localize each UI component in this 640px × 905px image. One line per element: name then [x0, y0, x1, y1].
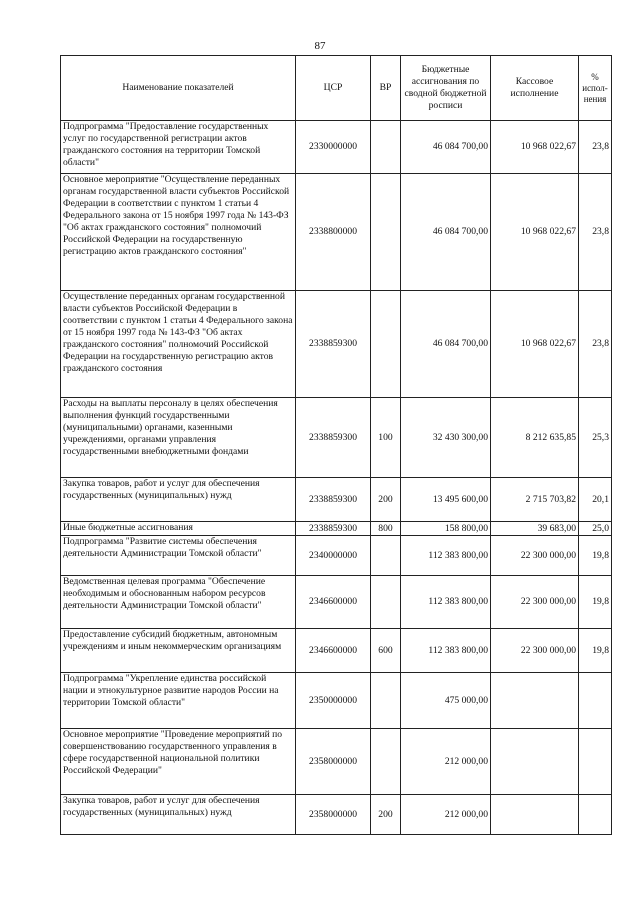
- table-row: [61, 174, 612, 291]
- row-percent: 25,0: [579, 522, 612, 536]
- header-cash: Кассовое исполнение: [491, 56, 579, 121]
- row-cash: 10 968 022,67: [491, 174, 579, 291]
- page-number: 87: [314, 40, 326, 52]
- row-name: Подпрограмма "Предоставление государственных услуг по государственной регистрации актов гражданского состояния на территории Томской области": [61, 121, 296, 174]
- row-vr: [371, 291, 401, 398]
- row-cash: [491, 729, 579, 795]
- row-cash: 10 968 022,67: [491, 121, 579, 174]
- row-budget: 46 084 700,00: [401, 174, 491, 291]
- row-csr: 2346600000: [296, 629, 371, 673]
- row-vr: [371, 673, 401, 729]
- row-budget: 13 495 600,00: [401, 478, 491, 522]
- row-cash: 22 300 000,00: [491, 536, 579, 576]
- row-cash: 22 300 000,00: [491, 629, 579, 673]
- row-cash: 10 968 022,67: [491, 291, 579, 398]
- row-csr: 2338859300: [296, 291, 371, 398]
- row-name: Основное мероприятие "Проведение мероприятий по совершенствованию государственного управления в сфере государственной национальной политики Российской Федерации": [61, 729, 296, 795]
- row-name: Иные бюджетные ассигнования: [61, 522, 296, 536]
- row-percent: 19,8: [579, 629, 612, 673]
- row-budget: 212 000,00: [401, 795, 491, 835]
- table-row: [61, 729, 612, 795]
- table-row: [61, 576, 612, 629]
- table-row: [61, 121, 612, 174]
- header-csr: ЦСР: [296, 56, 371, 121]
- table-row: [61, 795, 612, 835]
- row-budget: 212 000,00: [401, 729, 491, 795]
- row-vr: [371, 174, 401, 291]
- table-row: [61, 478, 612, 522]
- row-vr: 200: [371, 478, 401, 522]
- table-row: [61, 398, 612, 478]
- row-budget: 112 383 800,00: [401, 629, 491, 673]
- row-csr: 2350000000: [296, 673, 371, 729]
- row-cash: [491, 795, 579, 835]
- row-name: Осуществление переданных органам государственной власти субъектов Российской Федерации в соответствии с пунктом 1 статьи 4 Федерального закона от 15 ноября 1997 года № 143-ФЗ "Об актах гражданского состояния" полномочий Российской Федерации на государственную регистрацию актов гражданского состояния: [61, 291, 296, 398]
- row-csr: 2340000000: [296, 536, 371, 576]
- table-header-row: [61, 56, 612, 121]
- row-percent: 23,8: [579, 174, 612, 291]
- header-percent: % испол- нения: [579, 56, 612, 121]
- row-percent: 19,8: [579, 536, 612, 576]
- row-vr: 200: [371, 795, 401, 835]
- row-csr: 2330000000: [296, 121, 371, 174]
- row-percent: 20,1: [579, 478, 612, 522]
- row-budget: 32 430 300,00: [401, 398, 491, 478]
- row-percent: [579, 795, 612, 835]
- row-name: Предоставление субсидий бюджетным, автономным учреждениям и иным некоммерческим организациям: [61, 629, 296, 673]
- row-vr: 100: [371, 398, 401, 478]
- row-percent: 25,3: [579, 398, 612, 478]
- row-budget: 158 800,00: [401, 522, 491, 536]
- row-vr: [371, 729, 401, 795]
- header-vr: ВР: [371, 56, 401, 121]
- budget-execution-table: [60, 55, 612, 835]
- row-budget: 112 383 800,00: [401, 576, 491, 629]
- table-row: [61, 291, 612, 398]
- row-percent: 23,8: [579, 291, 612, 398]
- row-csr: 2358000000: [296, 729, 371, 795]
- table-row: [61, 629, 612, 673]
- row-vr: [371, 121, 401, 174]
- row-csr: 2338800000: [296, 174, 371, 291]
- header-budget: Бюджетные ассигнования по сводной бюджетной росписи: [401, 56, 491, 121]
- row-csr: 2338859300: [296, 398, 371, 478]
- row-vr: [371, 576, 401, 629]
- row-cash: [491, 673, 579, 729]
- row-name: Закупка товаров, работ и услуг для обеспечения государственных (муниципальных) нужд: [61, 795, 296, 835]
- row-cash: 2 715 703,82: [491, 478, 579, 522]
- row-csr: 2358000000: [296, 795, 371, 835]
- row-name: Закупка товаров, работ и услуг для обеспечения государственных (муниципальных) нужд: [61, 478, 296, 522]
- table-row: [61, 673, 612, 729]
- row-vr: 600: [371, 629, 401, 673]
- row-budget: 46 084 700,00: [401, 291, 491, 398]
- row-budget: 46 084 700,00: [401, 121, 491, 174]
- row-cash: 8 212 635,85: [491, 398, 579, 478]
- row-name: Ведомственная целевая программа "Обеспечение необходимым и обоснованным набором ресурсов деятельности Администрации Томской области": [61, 576, 296, 629]
- table-row: [61, 536, 612, 576]
- row-vr: 800: [371, 522, 401, 536]
- row-vr: [371, 536, 401, 576]
- row-cash: 39 683,00: [491, 522, 579, 536]
- row-percent: 19,8: [579, 576, 612, 629]
- row-name: Подпрограмма "Развитие системы обеспечения деятельности Администрации Томской области": [61, 536, 296, 576]
- row-csr: 2338859300: [296, 478, 371, 522]
- row-budget: 112 383 800,00: [401, 536, 491, 576]
- row-name: Основное мероприятие "Осуществление переданных органам государственной власти субъектов Российской Федерации в соответствии с пунктом 1 статьи 4 Федерального закона от 15 ноября 1997 года № 143-ФЗ "Об актах гражданского состояния" полномочий Российской Федерации на государственную регистрацию актов гражданского состояния": [61, 174, 296, 291]
- row-percent: [579, 729, 612, 795]
- header-name: Наименование показателей: [61, 56, 296, 121]
- row-name: Подпрограмма "Укрепление единства российской нации и этнокультурное развитие народов России на территории Томской области": [61, 673, 296, 729]
- row-name: Расходы на выплаты персоналу в целях обеспечения выполнения функций государственными (муниципальными) органами, казенными учреждениями, органами управления государственными внебюджетными фондами: [61, 398, 296, 478]
- row-cash: 22 300 000,00: [491, 576, 579, 629]
- row-budget: 475 000,00: [401, 673, 491, 729]
- row-percent: 23,8: [579, 121, 612, 174]
- row-csr: 2338859300: [296, 522, 371, 536]
- row-percent: [579, 673, 612, 729]
- row-csr: 2346600000: [296, 576, 371, 629]
- table-row: [61, 522, 612, 536]
